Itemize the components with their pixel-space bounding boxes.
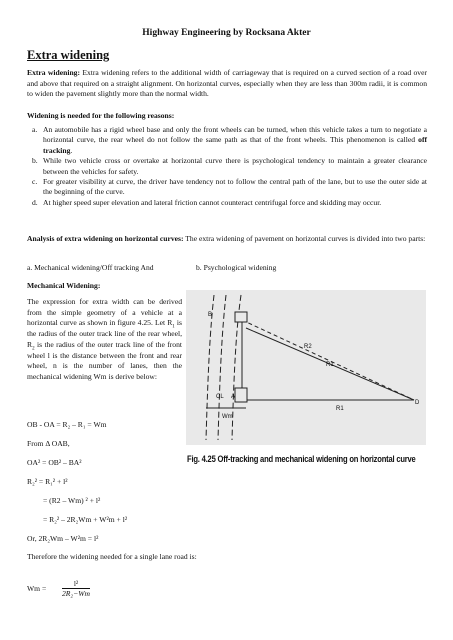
figure-label-b: B	[208, 312, 213, 318]
analysis-paragraph	[27, 234, 427, 245]
figure-caption: Fig. 4.25 Off-tracking and mechanical widening on horizontal curve	[187, 454, 416, 465]
intro-text: Extra widening refers to the additional width of carriageway that is required on a curved section of a road over and above that required on a straight alignment. On horizontal curves, especially when they are less than 300m radii, it is common to widen the pavement slightly more than the normal width.	[27, 68, 428, 99]
figure-drawing	[186, 290, 426, 445]
subscript: 2	[32, 346, 35, 352]
figure-label-r2: R2	[304, 344, 312, 350]
figure-label-wm: Wm	[222, 414, 233, 420]
fraction-numerator: l²	[62, 579, 90, 589]
list-item	[27, 156, 427, 177]
mech-text-2: is the radius of the outer track line of the rear wheel, R	[27, 318, 182, 349]
equation-line: OB - OA = R₂ – R₁ = Wm	[27, 420, 107, 429]
list-item-tail: .	[70, 145, 73, 155]
subscript: 1	[172, 324, 175, 330]
front-wheel	[235, 312, 247, 322]
mech-text-3: is the radius of the outer track line of the front wheel l is the distance between the front and rear wheel, n is the number of lanes, then the mechanical widening Wm is derive below:	[27, 339, 182, 381]
off-tracking-figure	[186, 290, 426, 445]
figure-label-d: D	[415, 400, 420, 406]
part-b: b. Psychological widening	[196, 263, 277, 272]
fraction-denominator: 2R₂−Wm	[62, 589, 91, 598]
rear-wheel	[235, 388, 247, 402]
list-item-text: An automobile has a rigid wheel base and only the front wheels can be turned, when this vehicle takes a turn to negotiate a horizontal curve, the rear wheel do not follow the same path as that of the front wheels. This phenomenon is called	[43, 125, 427, 145]
page-header: Highway Engineering by Rocksana Akter	[142, 28, 311, 38]
analysis-lead: Analysis of extra widening on horizontal curves:	[27, 234, 184, 243]
list-item	[27, 198, 427, 208]
equation-line: Therefore the widening needed for a single lane road is:	[27, 552, 197, 561]
equation-line: = (R2 – Wm) ² + l²	[43, 496, 101, 505]
mech-heading: Mechanical Widening:	[27, 281, 101, 290]
radius-line-r2	[242, 320, 414, 400]
widening-formula-fraction	[62, 579, 90, 598]
analysis-text: The extra widening of pavement on horizontal curves is divided into two parts:	[183, 234, 426, 243]
list-marker: b.	[32, 156, 38, 166]
list-marker: d.	[32, 197, 38, 207]
intro-lead: Extra widening:	[27, 68, 80, 77]
equation-line: OA² = OB² – BA²	[27, 458, 82, 467]
list-item-text: While two vehicle cross or overtake at horizontal curve there is psychological tendency to maintain a greater clearance between the vehicles for safety.	[43, 156, 427, 176]
list-marker: c.	[32, 177, 38, 187]
equation-line: R₂² = R₁² + l²	[27, 477, 68, 486]
figure-label-a: A	[231, 394, 236, 400]
intro-paragraph	[27, 68, 427, 100]
part-a: a. Mechanical widening/Off tracking And	[27, 263, 154, 272]
list-item-text: At higher speed super elevation and lateral friction cannot counteract centrifugal force and skidding may occur.	[43, 197, 382, 207]
list-marker: a.	[32, 125, 38, 134]
mech-text-1: The expression for extra width can be derived from the simple geometry of a vehicle at a horizontal curve as shown in figure 4.25. Let R	[27, 297, 182, 328]
list-item	[27, 177, 427, 198]
list-item-bold: off tracking	[43, 135, 427, 155]
equation-line: Or, 2R₂Wm – W²m = l²	[27, 534, 99, 543]
list-item	[27, 125, 427, 156]
reasons-list	[27, 125, 427, 208]
mech-paragraph	[27, 297, 182, 383]
section-title: Extra widening	[27, 48, 110, 62]
figure-label-r1-top: R1	[326, 362, 334, 368]
figure-label-cl: CL	[216, 394, 224, 400]
list-item-text: For greater visibility at curve, the driver have tendency not to follow the central path of the lane, but to use the outer side at the beginning of the curve.	[43, 177, 427, 197]
widening-formula-lhs: Wm =	[27, 584, 47, 593]
reasons-heading: Widening is needed for the following reasons:	[27, 111, 175, 120]
equation-line: = R₂² – 2R₂Wm + W²m + l²	[43, 515, 128, 524]
equation-line: From Δ OAB,	[27, 439, 70, 448]
figure-label-r1-bottom: R1	[336, 406, 344, 412]
